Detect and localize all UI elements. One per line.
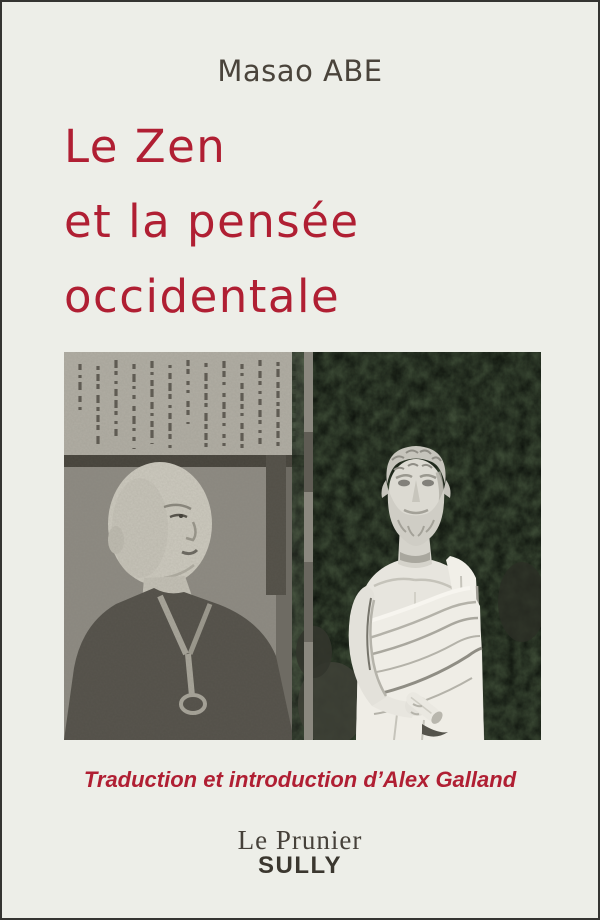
translator-credit: Traduction et introduction d’Alex Galland <box>83 767 517 792</box>
cover-photo-illustration <box>64 352 541 740</box>
title-line-3: occidentale <box>64 270 341 323</box>
publisher-name: SULLY <box>258 852 342 879</box>
monk-panel-illustration <box>64 352 304 740</box>
author-name: Masao ABE <box>217 54 383 88</box>
publisher-imprint: Le Prunier <box>237 825 363 855</box>
book-title <box>64 109 360 334</box>
cover-photo <box>64 352 541 740</box>
title-line-1: Le Zen <box>64 120 227 173</box>
title-line-2: et la pensée <box>64 195 360 248</box>
aristotle-panel-illustration <box>296 352 541 740</box>
